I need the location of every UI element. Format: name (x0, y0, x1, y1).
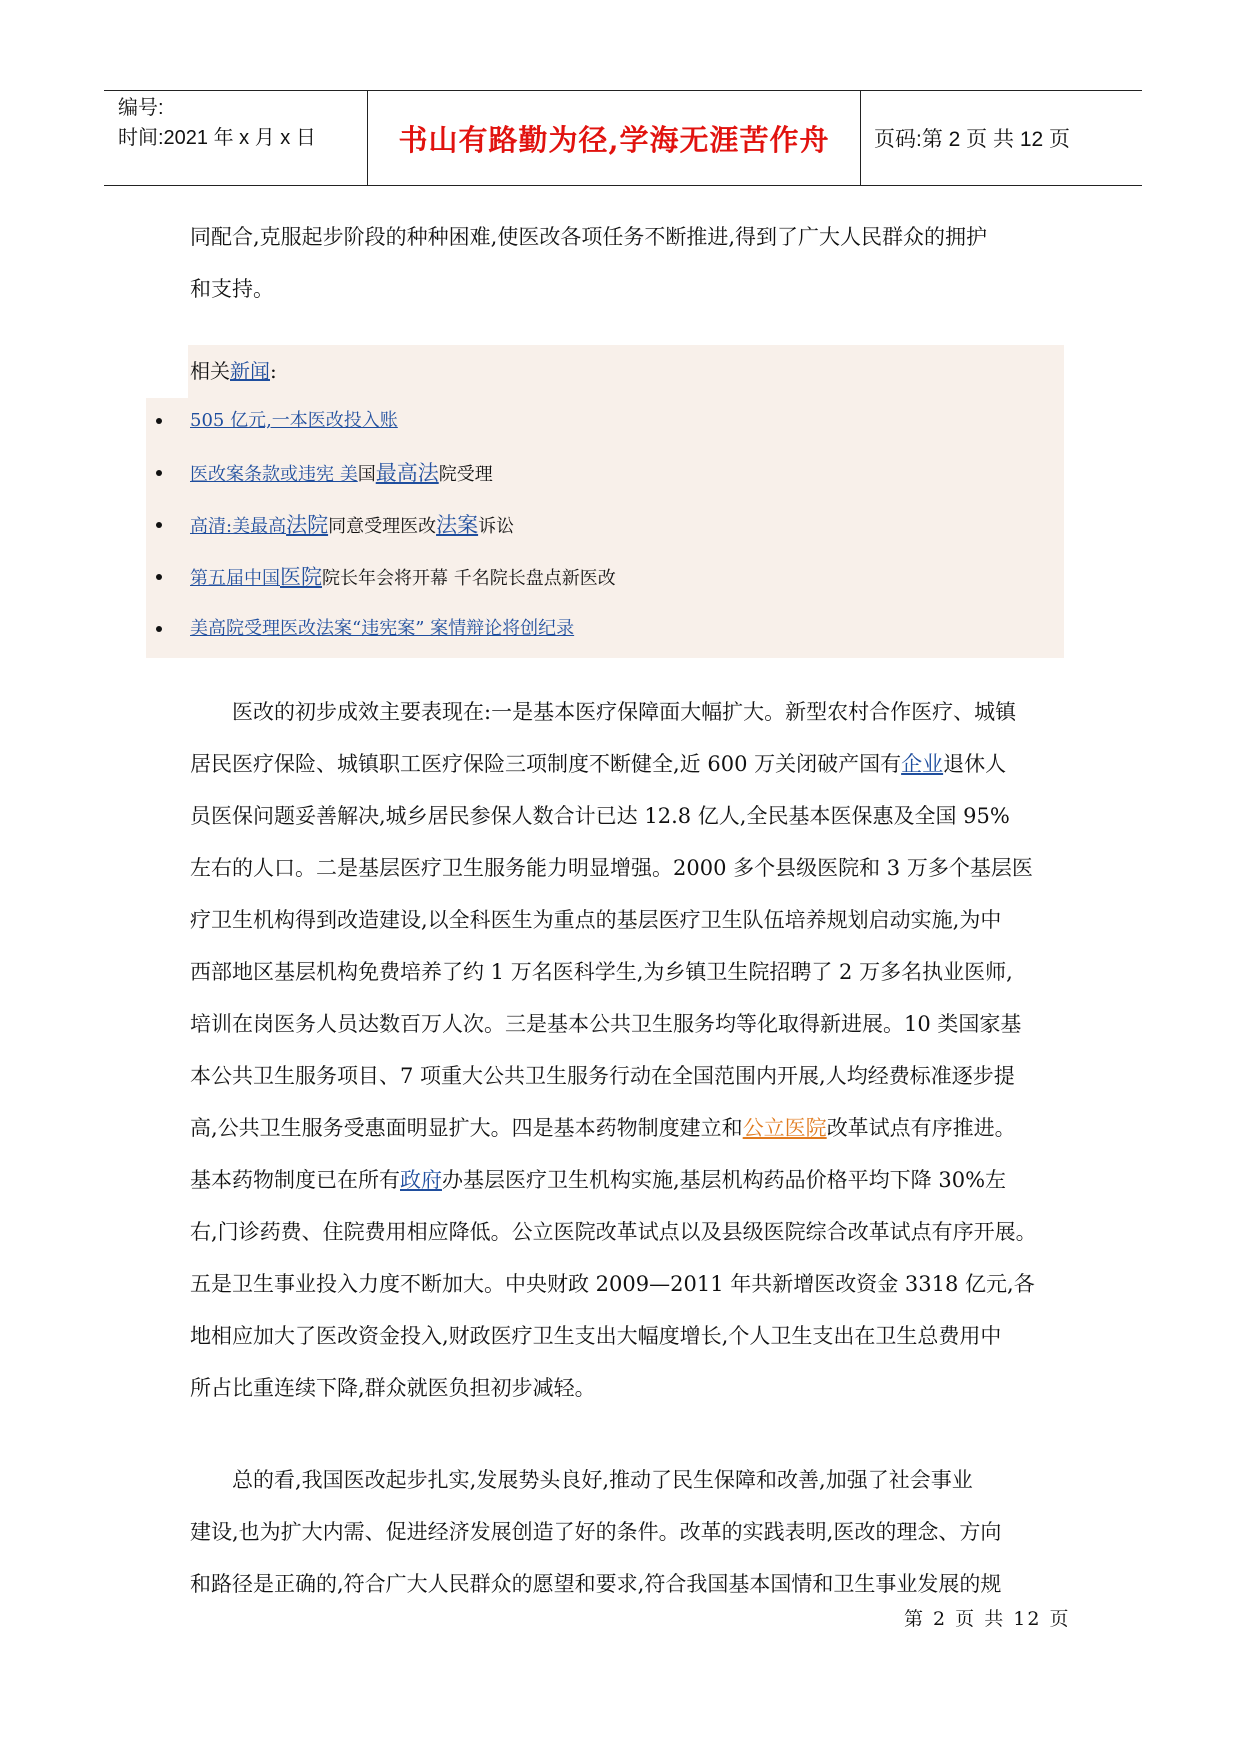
achievements-paragraph (190, 686, 1080, 1414)
text-line: 同配合,克服起步阶段的种种困难,使医改各项任务不断推进,得到了广大人民群众的拥护 (190, 225, 988, 249)
related-news-title-suffix: : (270, 359, 277, 383)
news-text: 诉讼 (478, 516, 515, 537)
news-item (146, 511, 1064, 563)
header-divider (860, 91, 861, 185)
text-line: 五是卫生事业投入力度不断加大。中央财政 2009—2011 年共新增医改资金 3318 亿元,各 (190, 1272, 1035, 1296)
related-news-title (190, 355, 277, 384)
bullet-icon (156, 522, 162, 528)
enterprise-link[interactable]: 企业 (901, 752, 944, 776)
news-text: 院受理 (438, 464, 493, 485)
text-line: 西部地区基层机构免费培养了约 1 万名医科学生,为乡镇卫生院招聘了 2 万多名执业医师, (190, 960, 1013, 984)
news-item-text (190, 459, 493, 489)
text-line: 所占比重连续下降,群众就医负担初步减轻。 (190, 1376, 596, 1400)
text-line: 左右的人口。二是基层医疗卫生服务能力明显增强。2000 多个县级医院和 3 万多个基层医 (190, 856, 1033, 880)
text-line: 地相应加大了医改资金投入,财政医疗卫生支出大幅度增长,个人卫生支出在卫生总费用中 (190, 1324, 1002, 1348)
news-text: 同意受理医改 (328, 516, 437, 537)
related-news-box (146, 345, 1064, 658)
news-link[interactable]: 医院 (280, 565, 322, 589)
government-link[interactable]: 政府 (400, 1168, 442, 1192)
news-link[interactable]: 最高法 (375, 461, 439, 485)
text-line: 和支持。 (190, 277, 274, 301)
document-number-label: 编号: (118, 97, 164, 119)
news-text: 国 (357, 464, 376, 485)
text-line: 本公共卫生服务项目、7 项重大公共卫生服务行动在全国范围内开展,人均经费标准逐步提 (190, 1064, 1015, 1088)
text-line: 建设,也为扩大内需、促进经济发展创造了好的条件。改革的实践表明,医改的理念、方向 (190, 1520, 1002, 1544)
page-header (104, 90, 1142, 186)
document-time-label: 时间:2021 年 x 月 x 日 (118, 127, 316, 149)
conclusion-paragraph (190, 1454, 1080, 1610)
news-item-text (190, 615, 574, 643)
news-link[interactable]: 法院 (286, 513, 329, 537)
bullet-icon (156, 470, 162, 476)
text-line: 医改的初步成效主要表现在:一是基本医疗保障面大幅扩大。新型农村合作医疗、城镇 (232, 700, 1017, 724)
news-link[interactable]: 美高院受理医改法案“违宪案” 案情辩论将创纪录 (190, 618, 575, 639)
related-news-list (146, 407, 1064, 667)
news-link[interactable]: 法案 (436, 513, 479, 537)
news-item (146, 563, 1064, 615)
bullet-icon (156, 574, 162, 580)
text-line: 高,公共卫生服务受惠面明显扩大。四是基本药物制度建立和公立医院改革试点有序推进。 (190, 1116, 1016, 1140)
public-hospital-link[interactable]: 公立医院 (742, 1116, 827, 1140)
text-line: 培训在岗医务人员达数百万人次。三是基本公共卫生服务均等化取得新进展。10 类国家基 (190, 1012, 1022, 1036)
news-link[interactable]: 505 亿元,一本医改投入账 (190, 410, 398, 431)
related-news-title-prefix: 相关 (190, 359, 230, 383)
text-line: 居民医疗保险、城镇职工医疗保险三项制度不断健全,近 600 万关闭破产国有企业退休人 (190, 752, 1007, 776)
text-line: 右,门诊药费、住院费用相应降低。公立医院改革试点以及县级医院综合改革试点有序开展。 (190, 1220, 1037, 1244)
news-item-text (190, 407, 398, 435)
header-page-info: 页码:第 2 页 共 12 页 (874, 128, 1071, 151)
bullet-icon (156, 626, 162, 632)
news-link[interactable]: 新闻 (230, 359, 270, 383)
header-motto: 书山有路勤为径,学海无涯苦作舟 (398, 122, 830, 157)
news-text: 院长年会将开幕 千名院长盘点新医改 (322, 568, 616, 589)
text-line: 疗卫生机构得到改造建设,以全科医生为重点的基层医疗卫生队伍培养规划启动实施,为中 (190, 908, 1002, 932)
text-line: 基本药物制度已在所有政府办基层医疗卫生机构实施,基层机构药品价格平均下降 30%左 (190, 1168, 1007, 1192)
news-item (146, 407, 1064, 459)
header-meta (118, 93, 316, 153)
news-link[interactable]: 医改案条款或违宪 美 (190, 464, 358, 485)
news-item (146, 615, 1064, 667)
news-link[interactable]: 第五届中国 (190, 568, 280, 589)
news-item-text (190, 511, 514, 541)
text-line: 和路径是正确的,符合广大人民群众的愿望和要求,符合我国基本国情和卫生事业发展的规 (190, 1572, 1002, 1596)
text-line: 总的看,我国医改起步扎实,发展势头良好,推动了民生保障和改善,加强了社会事业 (232, 1468, 973, 1492)
news-item-text (190, 563, 616, 593)
intro-paragraph (190, 211, 1080, 315)
bullet-icon (156, 418, 162, 424)
page-footer: 第 2 页 共 12 页 (904, 1608, 1071, 1630)
text-line: 员医保问题妥善解决,城乡居民参保人数合计已达 12.8 亿人,全民基本医保惠及全国 95% (190, 804, 1010, 828)
news-item (146, 459, 1064, 511)
news-link[interactable]: 高清:美最高 (190, 516, 287, 537)
